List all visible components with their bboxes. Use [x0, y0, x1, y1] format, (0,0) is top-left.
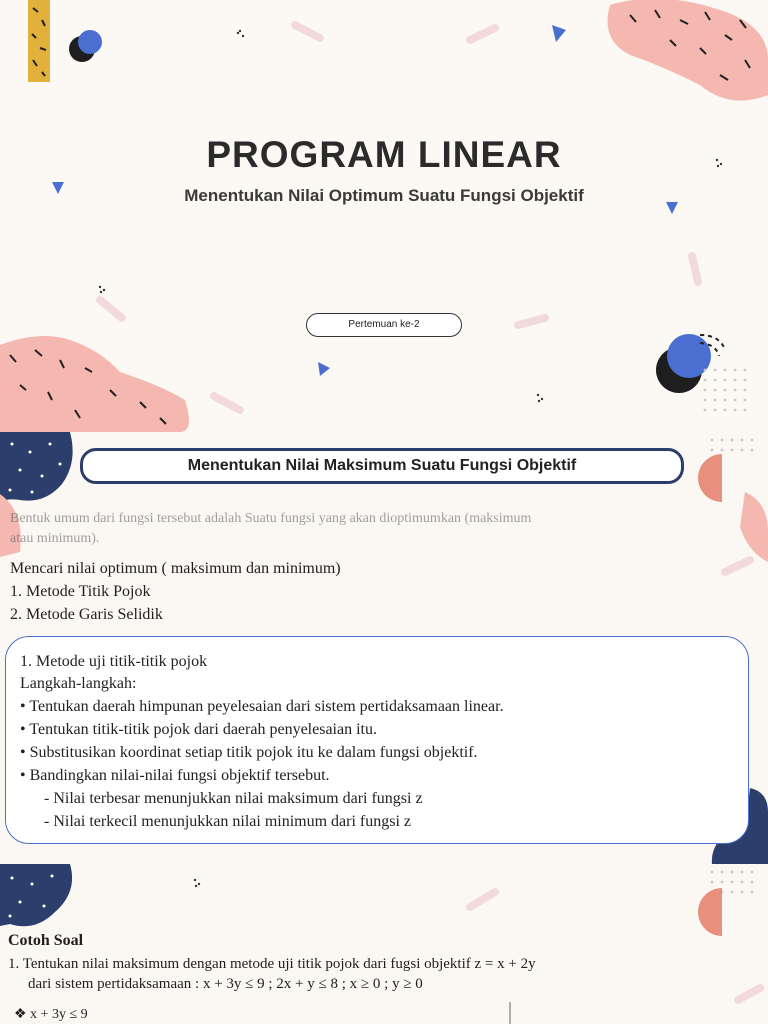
meeting-badge: Pertemuan ke-2: [306, 313, 462, 337]
note-max: - Nilai terbesar menunjukkan nilai maksimum dari fungsi z: [44, 790, 423, 807]
example-line-1: 1. Tentukan nilai maksimum dengan metode uji titik pojok dari fugsi objektif z = x + 2y: [8, 956, 536, 972]
note-min: - Nilai terkecil menunjukkan nilai minimum dari fungsi z: [44, 813, 412, 830]
step-4: • Bandingkan nilai-nilai fungsi objektif tersebut.: [20, 767, 330, 784]
method-item-1: 1. Metode Titik Pojok: [10, 583, 151, 600]
cover-slide: [0, 0, 768, 432]
optimum-title: Mencari nilai optimum ( maksimum dan minimum): [10, 560, 341, 577]
steps-label: Langkah-langkah:: [20, 675, 137, 692]
cover-title: PROGRAM LINEAR: [206, 134, 562, 175]
section-heading: Menentukan Nilai Maksimum Suatu Fungsi Objektif: [80, 448, 684, 484]
intro-line-2: atau minimum).: [10, 531, 100, 546]
method-box-title: 1. Metode uji titik-titik pojok: [20, 653, 208, 670]
method-box: [5, 636, 749, 844]
cover-subtitle: Menentukan Nilai Optimum Suatu Fungsi Objektif: [184, 186, 584, 205]
decorative-shapes: [0, 0, 768, 432]
step-2: • Tentukan titik-titik pojok dari daerah penyelesaian itu.: [20, 721, 377, 738]
constraint-1: ❖ x + 3y ≤ 9: [14, 1007, 88, 1022]
method-item-2: 2. Metode Garis Selidik: [10, 606, 163, 623]
content-slide: [0, 432, 768, 1024]
example-line-2: dari sistem pertidaksamaan : x + 3y ≤ 9 ; 2x + y ≤ 8 ; x ≥ 0 ; y ≥ 0: [28, 976, 423, 992]
example-title: Cotoh Soal: [8, 932, 84, 949]
step-1: • Tentukan daerah himpunan peyelesaian dari sistem pertidaksamaan linear.: [20, 698, 504, 715]
intro-line-1: Bentuk umum dari fungsi tersebut adalah Suatu fungsi yang akan dioptimumkan (maksimum: [10, 511, 532, 526]
step-3: • Substitusikan koordinat setiap titik pojok itu ke dalam fungsi objektif.: [20, 744, 478, 761]
